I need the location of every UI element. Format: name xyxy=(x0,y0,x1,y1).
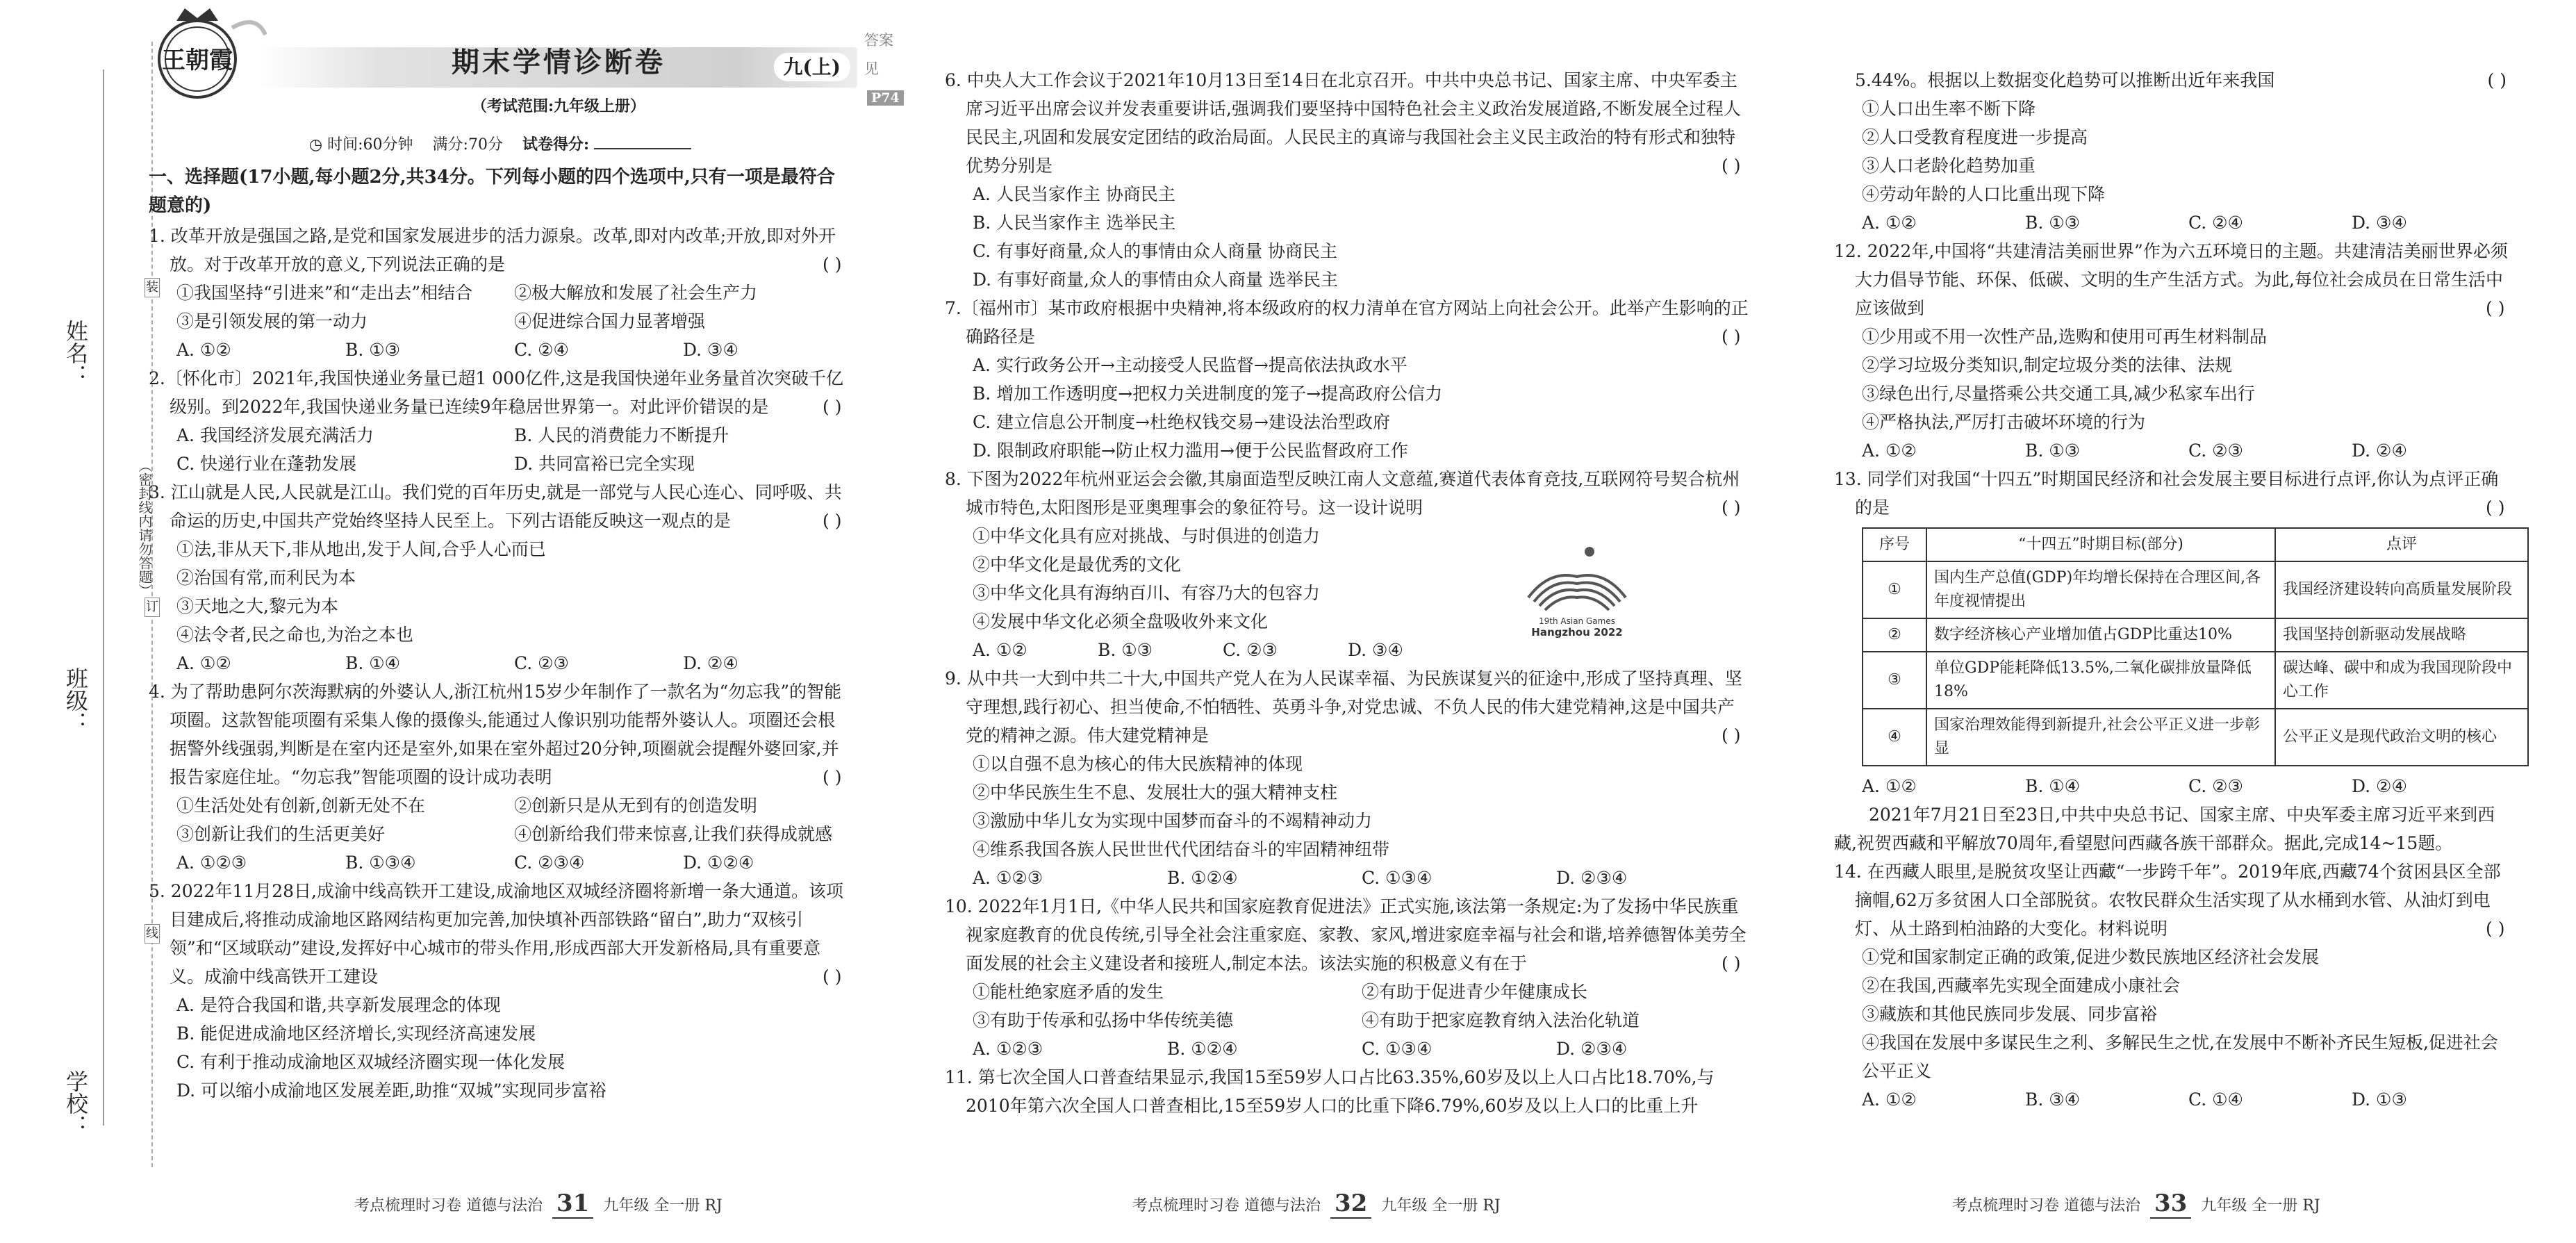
section-heading: 一、选择题(17小题,每小题2分,共34分。下列每小题的四个选项中,只有一项是最符合题意的) xyxy=(149,167,835,216)
q12-opt-4: ④严格执法,严厉打击破坏环境的行为 xyxy=(1862,412,2145,432)
emblem-line2: Hangzhou 2022 xyxy=(1531,626,1623,639)
seal-tag-2: 订 xyxy=(145,598,160,617)
table-row: ③ 单位GDP能耗降低13.5%,二氧化碳排放量降低18% 碳达峰、碳中和成为我国现阶段中心工作 xyxy=(1863,652,2528,709)
question-12: 12. 2022年,中国将“共建清洁美丽世界”作为六五环境日的主题。共建清洁美丽世界必须大力倡导节能、环保、低碳、文明的生产生活方式。为此,每位社会成员在日常生活中应该做到 ( ) xyxy=(1834,241,2508,318)
q4-opt-4: ④创新给我们带来惊喜,让我们获得成就感 xyxy=(514,824,832,844)
q1-opt-3: ③是引领发展的第一动力 xyxy=(176,311,368,331)
question-1: 1. 改革开放是强国之路,是党和国家发展进步的活力源泉。改革,即对内改革;开放,即对外开放。对于改革开放的意义,下列说法正确的是 ( ) xyxy=(149,226,842,274)
th-goal: “十四五”时期目标(部分) xyxy=(1926,528,2275,561)
exam-header xyxy=(149,21,900,115)
q10-opt-3: ③有助于传承和弘扬中华传统美德 xyxy=(973,1010,1234,1030)
answer-ref: 答案见P74 xyxy=(864,26,904,113)
q12-choices: A. ①② B. ①③ C. ②③ D. ②④ xyxy=(1862,441,2407,461)
q3-choices: A. ①② B. ①④ C. ②③ D. ②④ xyxy=(176,653,738,673)
footer-33: 考点梳理时习卷 道德与法治 33 九年级 全一册 RJ xyxy=(1952,1190,2320,1217)
q9-choices: A. ①②③ B. ①②④ C. ①③④ D. ②③④ xyxy=(973,868,1628,888)
q11-opt-3: ③人口老龄化趋势加重 xyxy=(1862,156,2036,176)
q8-opt-2: ②中华文化是最优秀的文化 xyxy=(973,554,1182,575)
title-bar xyxy=(260,47,857,88)
q13-choices: A. ①② B. ①④ C. ②③ D. ②④ xyxy=(1862,776,2407,796)
q14-opt-4: ④我国在发展中多谋民生之利、多解民生之忧,在发展中不断补齐民生短板,促进社会公平正义 xyxy=(1862,1032,2498,1081)
grade-badge: 九(上) xyxy=(774,53,851,81)
q6-opt-d: D. 有事好商量,众人的事情由众人商量 选举民主 xyxy=(973,270,1338,290)
q13-table xyxy=(1862,527,2529,766)
q12-opt-2: ②学习垃圾分类知识,制定垃圾分类的法律、法规 xyxy=(1862,355,2232,375)
q14-choices: A. ①② B. ③④ C. ①④ D. ①③ xyxy=(1862,1089,2407,1110)
q10-choices: A. ①②③ B. ①②④ C. ①③④ D. ②③④ xyxy=(973,1039,1628,1059)
q8-opt-1: ①中华文化具有应对挑战、与时俱进的创造力 xyxy=(973,526,1321,546)
q2-opt-c: C. 快递行业在蓬勃发展 xyxy=(176,454,357,474)
q5-opt-c: C. 有利于推动成渝地区双城经济圈实现一体化发展 xyxy=(176,1052,565,1072)
q1-opt-2: ②极大解放和发展了社会生产力 xyxy=(514,283,758,303)
q9-opt-1: ①以自强不息为核心的伟大民族精神的体现 xyxy=(973,754,1303,774)
question-9: 9. 从中共一大到中共二十大,中国共产党人在为人民谋幸福、为民族谋复兴的征途中,形成了坚持真理、坚守理想,践行初心、担当使命,不怕牺牲、英勇斗争,对党忠诚、不负人民的伟大建党精神,这是中国共产党的精神之源。伟大建党精神是 ( ) xyxy=(945,668,1742,746)
q6-opt-a: A. 人民当家作主 协商民主 xyxy=(973,184,1175,204)
question-5: 5. 2022年11月28日,成渝中线高铁开工建设,成渝地区双城经济圈将新增一条大通道。该项目建成后,将推动成渝地区路网结构更加完善,加快填补西部铁路“留白”,助力“双核引领”和“区域联动”建设,发挥好中心城市的带头作用,形成西部大开发新格局,具有重要意义。成渝中线高铁开工建设 ( ) xyxy=(149,881,843,987)
question-4: 4. 为了帮助患阿尔茨海默病的外婆认人,浙江杭州15岁少年制作了一款名为“勿忘我”的智能项圈。这款智能项圈有采集人像的摄像头,能通过人像识别功能帮外婆认人。项圈还会根据警外线强弱,判断是在室内还是室外,如果在室外超过20分钟,项圈就会提醒外婆回家,并报告家庭住址。“勿忘我”智能项圈的设计成功表明 ( ) xyxy=(149,682,842,787)
q11-opt-4: ④劳动年龄的人口比重出现下降 xyxy=(1862,184,2106,204)
page-33 xyxy=(1834,66,2515,1114)
q12-opt-1: ①少用或不用一次性产品,选购和使用可再生材料制品 xyxy=(1862,327,2267,347)
brand-logo-icon xyxy=(142,0,267,104)
q4-opt-3: ③创新让我们的生活更美好 xyxy=(176,824,386,844)
question-14: 14. 在西藏人眼里,是脱贫攻坚让西藏“一步跨千年”。2019年底,西藏74个贫困县区全部摘帽,62万多贫困人口全部脱贫。农牧民群众生活实现了从水桶到水管、从油灯到电灯、从土路到柏油路的大变化。材料说明 ( ) xyxy=(1834,862,2505,939)
name-label: 姓名： xyxy=(63,320,89,386)
q4-choices: A. ①②③ B. ①③④ C. ②③④ D. ①②④ xyxy=(176,853,754,873)
q14-opt-1: ①党和国家制定正确的政策,促进少数民族地区经济社会发展 xyxy=(1862,947,2319,967)
q6-opt-b: B. 人民当家作主 选举民主 xyxy=(973,213,1176,233)
q3-opt-1: ①法,非从天下,非从地出,发于人间,合乎人心而已 xyxy=(176,539,546,559)
q10-opt-4: ④有助于把家庭教育纳入法治化轨道 xyxy=(1362,1010,1640,1030)
q3-opt-3: ③天地之大,黎元为本 xyxy=(176,596,338,616)
svg-text:王朝霞: 王朝霞 xyxy=(162,47,233,74)
q2-opt-a: A. 我国经济发展充满活力 xyxy=(176,425,374,445)
asian-games-emblem-icon xyxy=(1508,542,1646,639)
page-31 xyxy=(149,21,900,1105)
exam-meta: ◷ 时间:60分钟 满分:70分 试卷得分: xyxy=(149,131,852,159)
q8-choices: A. ①② B. ①③ C. ②③ D. ③④ xyxy=(973,640,1403,660)
q1-opt-1: ①我国坚持“引进来”和“走出去”相结合 xyxy=(176,283,473,303)
th-comment: 点评 xyxy=(2275,528,2528,561)
q3-opt-4: ④法令者,民之命也,为治之本也 xyxy=(176,625,413,645)
q11-opt-1: ①人口出生率不断下降 xyxy=(1862,99,2036,119)
q8-opt-4: ④发展中华文化必须全盘吸收外来文化 xyxy=(973,611,1269,632)
margin-rule xyxy=(103,69,104,1126)
question-8: 8. 下图为2022年杭州亚运会会徽,其扇面造型反映江南人文意蕴,赛道代表体育竞技,互联网符号契合杭州城市特色,太阳图形是亚奥理事会的象征符号。这一设计说明 ( ) xyxy=(945,469,1741,518)
q5-opt-d: D. 可以缩小成渝地区发展差距,助推“双城”实现同步富裕 xyxy=(176,1080,606,1101)
seal-tag-3: 线 xyxy=(145,924,160,944)
q9-opt-4: ④维系我国各族人民世世代代团结奋斗的牢固精神纽带 xyxy=(973,839,1390,859)
binding-margin xyxy=(42,42,158,1153)
q12-opt-3: ③绿色出行,尽量搭乘公共交通工具,减少私家车出行 xyxy=(1862,384,2255,404)
page-number: 31 xyxy=(552,1190,593,1219)
q7-opt-c: C. 建立信息公开制度→杜绝权钱交易→建设法治型政府 xyxy=(973,412,1391,432)
q8-opt-3: ③中华文化具有海纳百川、有容乃大的包容力 xyxy=(973,583,1321,603)
exam-title: 期末学情诊断卷 xyxy=(452,47,666,79)
clock-icon: ◷ xyxy=(308,136,323,154)
table-header-row xyxy=(1863,528,2528,561)
question-11: 11. 第七次全国人口普查结果显示,我国15至59岁人口占比63.35%,60岁及以上人口占比18.70%,与2010年第六次全国人口普查相比,15至59岁人口的比重下降6.79%,60岁及以上人口的比重上升 xyxy=(945,1067,1715,1116)
question-7: 7.〔福州市〕某市政府根据中央精神,将本级政府的权力清单在官方网站上向社会公开。此举产生影响的正确路径是 ( ) xyxy=(945,298,1749,347)
table-row: ④ 国家治理效能得到新提升,社会公平正义进一步彰显 公平正义是现代政治文明的核心 xyxy=(1863,709,2528,766)
q7-opt-a: A. 实行政务公开→主动接受人民监督→提高依法执政水平 xyxy=(973,355,1407,375)
q10-opt-2: ②有助于促进青少年健康成长 xyxy=(1362,982,1588,1002)
seal-tag-1: 装 xyxy=(145,278,160,297)
footer-32: 考点梳理时习卷 道德与法治 32 九年级 全一册 RJ xyxy=(1132,1190,1501,1217)
class-label: 班级： xyxy=(63,667,89,734)
th-index: 序号 xyxy=(1863,528,1926,561)
question-3: 3. 江山就是人民,人民就是江山。我们党的百年历史,就是一部党与人民心连心、同呼吸、共命运的历史,中国共产党始终坚持人民至上。下列古语能反映这一观点的是 ( ) xyxy=(149,482,842,531)
q2-opt-b: B. 人民的消费能力不断提升 xyxy=(514,425,729,445)
exam-scope: （考试范围:九年级上册） xyxy=(471,97,646,115)
q7-opt-b: B. 增加工作透明度→把权力关进制度的笼子→提高政府公信力 xyxy=(973,384,1443,404)
q1-opt-4: ④促进综合国力显著增强 xyxy=(514,311,706,331)
emblem-line1: 19th Asian Games xyxy=(1539,616,1615,626)
question-11-cont: 5.44%。根据以上数据变化趋势可以推断出近年来我国 ( ) xyxy=(1855,70,2507,90)
q14-opt-2: ②在我国,西藏率先实现全面建成小康社会 xyxy=(1862,976,2180,996)
question-6: 6. 中央人大工作会议于2021年10月13日至14日在北京召开。中共中央总书记、国家主席、中央军委主席习近平出席会议并发表重要讲话,强调我们要坚持中国特色社会主义政治发展道路,不断发展全过程人民民主,巩固和发展安定团结的政治局面。人民民主的真谛与我国社会主义民主政治的特有形式和独特优势分别是 ( ) xyxy=(945,70,1741,176)
q9-opt-3: ③激励中华儿女为实现中国梦而奋斗的不竭精神动力 xyxy=(973,811,1373,831)
q3-opt-2: ②治国有常,而利民为本 xyxy=(176,568,356,588)
q11-choices: A. ①② B. ①③ C. ②④ D. ③④ xyxy=(1862,213,2407,233)
school-label: 学校： xyxy=(63,1070,89,1137)
page-number: 32 xyxy=(1330,1190,1371,1219)
q7-opt-d: D. 限制政府职能→防止权力滥用→便于公民监督政府工作 xyxy=(973,441,1408,461)
table-row: ② 数字经济核心产业增加值占GDP比重达10% 我国坚持创新驱动发展战略 xyxy=(1863,618,2528,652)
page-number: 33 xyxy=(2150,1190,2191,1219)
q2-opt-d: D. 共同富裕已完全实现 xyxy=(514,454,695,474)
q4-opt-1: ①生活处处有创新,创新无处不在 xyxy=(176,796,425,816)
q6-opt-c: C. 有事好商量,众人的事情由众人商量 协商民主 xyxy=(973,241,1338,261)
q10-opt-1: ①能杜绝家庭矛盾的发生 xyxy=(973,982,1164,1002)
question-2: 2.〔怀化市〕2021年,我国快递业务量已超1 000亿件,这是我国快递年业务量首次突破千亿级别。到2022年,我国快递业务量已连续9年稳居世界第一。对此评价错误的是 ( ) xyxy=(149,368,843,417)
q9-opt-2: ②中华民族生生不息、发展壮大的强大精神支柱 xyxy=(973,782,1338,802)
q11-opt-2: ②人口受教育程度进一步提高 xyxy=(1862,127,2088,147)
q1-choices: A. ①② B. ①③ C. ②④ D. ③④ xyxy=(176,340,738,360)
seal-note: （密封线内请勿答题） xyxy=(136,459,153,598)
q5-opt-b: B. 能促进成渝地区经济增长,实现经济高速发展 xyxy=(176,1023,536,1044)
table-row: ① 国内生产总值(GDP)年均增长保持在合理区间,各年度视情提出 我国经济建设转向高质量发展阶段 xyxy=(1863,561,2528,618)
question-10: 10. 2022年1月1日,《中华人民共和国家庭教育促进法》正式实施,该法第一条规定:为了发扬中华民族重视家庭教育的优良传统,引导全社会注重家庭、家教、家风,增进家庭幸福与社会和谐,培养德智体美劳全面发展的社会主义建设者和接班人,制定本法。该法实施的积极意义有在于 ( ) xyxy=(945,896,1747,973)
q4-opt-2: ②创新只是从无到有的创造发明 xyxy=(514,796,758,816)
intro-14-15: 2021年7月21日至23日,中共中央总书记、国家主席、中央军委主席习近平来到西藏,祝贺西藏和平解放70周年,看望慰问西藏各族干部群众。据此,完成14~15题。 xyxy=(1834,805,2495,853)
q14-opt-3: ③藏族和其他民族同步发展、同步富裕 xyxy=(1862,1004,2158,1024)
footer-31: 考点梳理时习卷 道德与法治 31 九年级 全一册 RJ xyxy=(354,1190,723,1217)
question-13: 13. 同学们对我国“十四五”时期国民经济和社会发展主要目标进行点评,你认为点评正确的是 ( ) xyxy=(1834,469,2505,518)
q5-opt-a: A. 是符合我国和谐,共享新发展理念的体现 xyxy=(176,995,501,1015)
